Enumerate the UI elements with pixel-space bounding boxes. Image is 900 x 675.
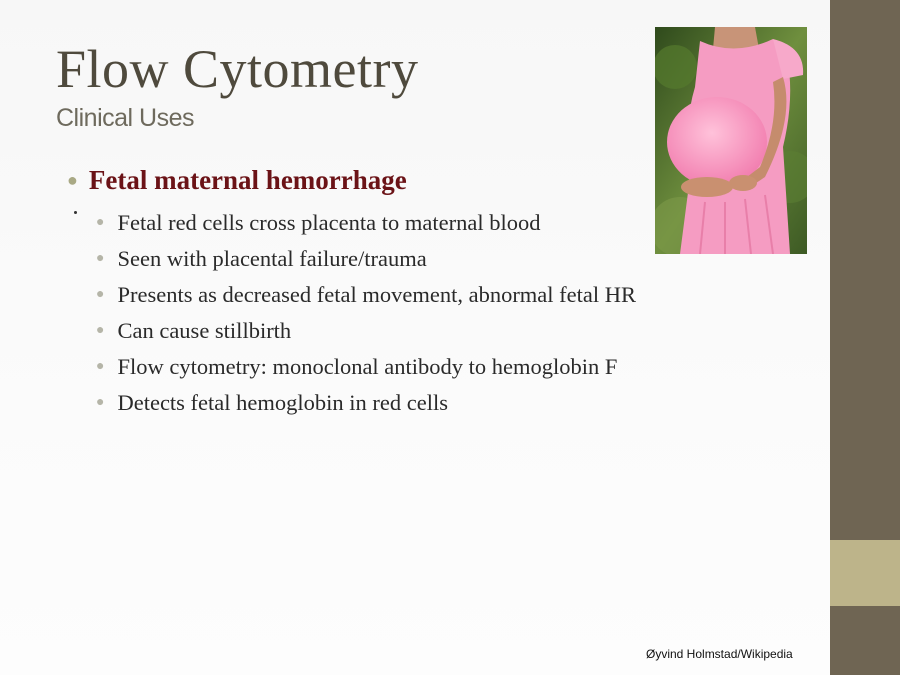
list-item [96,205,636,241]
list-item [96,277,636,313]
list-item-text: Can cause stillbirth [117,318,292,343]
slide-subtitle: Clinical Uses [56,104,194,132]
bullet-dot-icon: ● [96,323,105,338]
bullet-heading-text: Fetal maternal hemorrhage [88,165,407,195]
bullet-dot-icon: ● [96,287,105,302]
list-item-text: Fetal red cells cross placenta to maternal blood [117,210,541,235]
list-item-text: Seen with placental failure/trauma [117,246,427,271]
list-item-text: Presents as decreased fetal movement, abnormal fetal HR [117,282,637,307]
slide-title: Flow Cytometry [56,39,419,99]
bullet-dot-icon: ● [96,359,105,374]
list-item [96,241,636,277]
side-accent-block [830,540,900,606]
list-item [96,313,636,349]
list-item [96,385,636,421]
image-credit: Øyvind Holmstad/Wikipedia [646,647,793,661]
stray-dot-mark [74,211,77,214]
list-item-text: Detects fetal hemoglobin in red cells [117,390,448,415]
bullet-dot-icon: ● [96,395,105,410]
list-item [96,349,636,385]
side-decor-bar [830,0,900,675]
bullet-heading [67,165,407,196]
list-item-text: Flow cytometry: monoclonal antibody to hemoglobin F [117,354,618,379]
bullet-dot-icon: ● [96,215,105,230]
pregnant-woman-photo [655,27,807,254]
bullet-dot-icon: ● [67,170,78,190]
bullet-dot-icon: ● [96,251,105,266]
sub-bullet-list [96,205,636,421]
